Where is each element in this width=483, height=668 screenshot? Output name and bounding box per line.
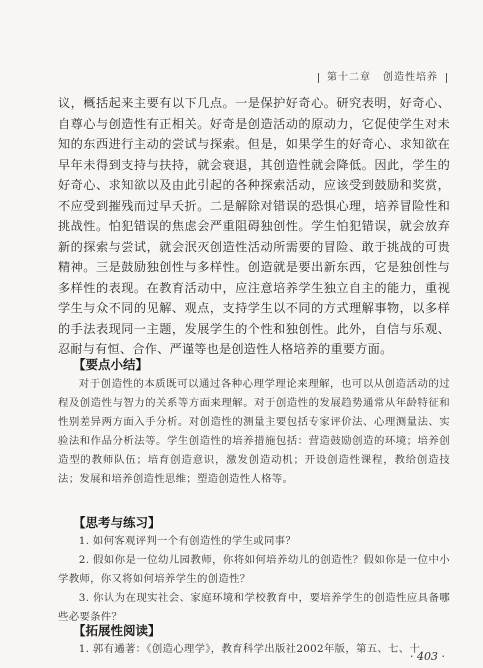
- page-number: · 403 ·: [410, 650, 445, 663]
- chapter-title: 创造性培养: [383, 72, 438, 83]
- chapter-label: 第十二章: [327, 72, 371, 83]
- body-text: [58, 93, 450, 360]
- body-paragraph: 议，概括起来主要有以下几点。一是保护好奇心。研究表明，好奇心、自尊心与创造性有正相关。好奇是创造活动的原动力，它促使学生对未知的东西进行主动的尝试与探索。但是，如果学生的好奇心、求知欲在早年未得到支持与扶持，就会衰退，其创造性就会降低。因此，学生的好奇心、求知欲以及由此引起的各种探索活动，应该受到鼓励和奖赏，不应受到摧残而过早夭折。二是解除对错误的恐惧心理，培养冒险性和挑战性。怕犯错误的焦虑会严重阻碍独创性。学生怕犯错误，就会放弃新的探索与尝试，就会泯灭创造性活动所需要的冒险、敢于挑战的可贵精神。三是鼓励独创性与多样性。创造就是要出新东西，它是独创性与多样性的表现。在教育活动中，应注意培养学生独立自主的能力，重视学生与众不同的见解、观点，支持学生以不同的方式理解事物，以多样的手法表现同一主题，发展学生的个性和独创性。此外，自信与乐观、忍耐与有恒、合作、严谨等也是创造性人格培养的重要方面。: [58, 96, 450, 356]
- running-head: [310, 68, 455, 83]
- reading-item: 1. 郭有遹著：《创造心理学》，教育科学出版社2002年版，第五、七、十: [78, 643, 421, 655]
- extended-reading-heading: 【拓展性阅读】: [73, 623, 161, 638]
- divider: [446, 73, 447, 83]
- exercises-list: [58, 532, 450, 627]
- extended-reading-list: [58, 640, 450, 659]
- exercise-item: 2. 假如你是一位幼儿园教师，你将如何培养幼儿的创造性？假如你是一位中小学教师，你又将如何培养学生的创造性？: [58, 554, 450, 585]
- divider: [318, 73, 319, 83]
- exercise-item: 3. 你认为在现实社会、家庭环境和学校教育中，要培养学生的创造性应具备哪些必要条件？: [58, 592, 450, 623]
- summary-paragraph: 对于创造性的本质既可以通过各种心理学理论来理解，也可以从创造活动的过程及创造性与智力的关系等方面来理解。对于创造性的发展趋势通常从年龄特征和性别差异两方面入手分析。对创造性的测量主要包括专家评价法、心理测量法、实验法和作品分析法等。学生创造性的培养措施包括：营造鼓励创造的环境；培养创造型的教师队伍；培育创造意识，激发创造动机；开设创造性课程，教给创造技法；发展和培养创造性思维；塑造创造性人格等。: [58, 378, 450, 485]
- summary-text-block: [58, 375, 450, 489]
- exercise-item: 1. 如何客观评判一个有创造性的学生或同事？: [78, 535, 297, 547]
- exercises-heading: 【思考与练习】: [73, 515, 161, 530]
- summary-heading: 【要点小结】: [73, 357, 149, 372]
